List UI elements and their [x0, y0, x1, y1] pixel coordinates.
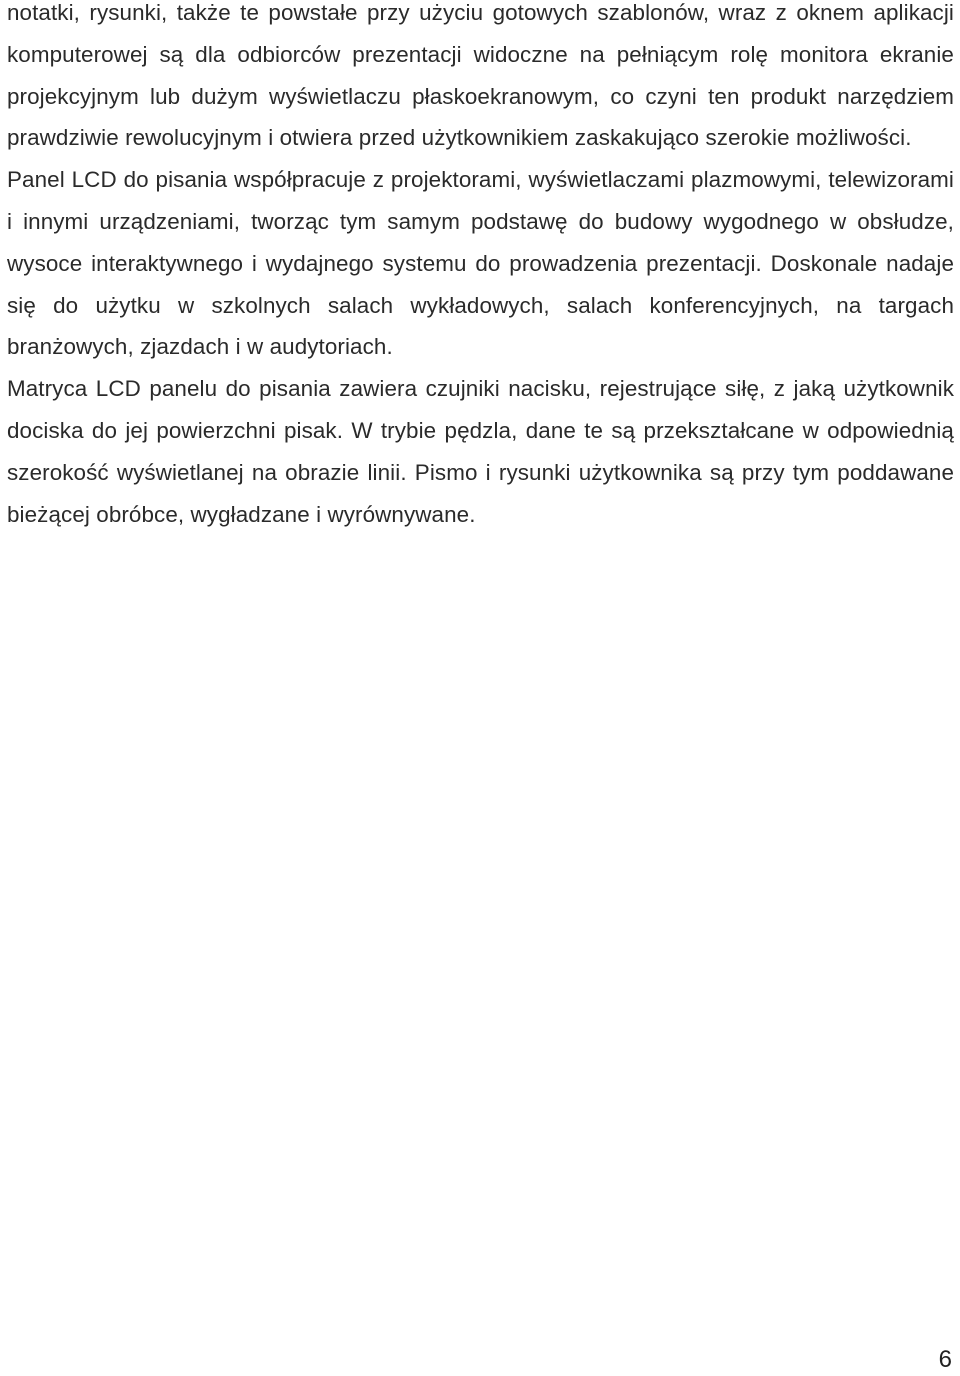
paragraph-continuation: notatki, rysunki, także te powstałe przy użyciu gotowych szablonów, wraz z oknem aplikacji komputerowej są dla odbiorców prezentacji widoczne na pełniącym rolę monitora ekranie projekcyjnym lub dużym wyświetlaczu płaskoekranowym, co czyni ten produkt narzędziem prawdziwie rewolucyjnym i otwiera przed użytkownikiem zaskakująco szerokie możliwości.: [7, 0, 954, 151]
page-number: 6: [938, 1346, 952, 1373]
paragraph-lcd-panel: Panel LCD do pisania współpracuje z projektorami, wyświetlaczami plazmowymi, telewizorami i innymi urządzeniami, tworząc tym samym podstawę do budowy wygodnego w obsłudze, wysoce interaktywnego i wydajnego systemu do prowadzenia prezentacji. Doskonale nadaje się do użytku w szkolnych salach wykładowych, salach konferencyjnych, na targach branżowych, zjazdach i w audytoriach.: [7, 167, 954, 360]
paragraph-lcd-matrix: Matryca LCD panelu do pisania zawiera czujniki nacisku, rejestrujące siłę, z jaką użytkownik dociska do jej powierzchni pisak. W trybie pędzla, dane te są przekształcane w odpowiednią szerokość wyświetlanej na obrazie linii. Pismo i rysunki użytkownika są przy tym poddawane bieżącej obróbce, wygładzane i wyrównywane.: [7, 376, 954, 527]
document-body: [7, 0, 954, 535]
